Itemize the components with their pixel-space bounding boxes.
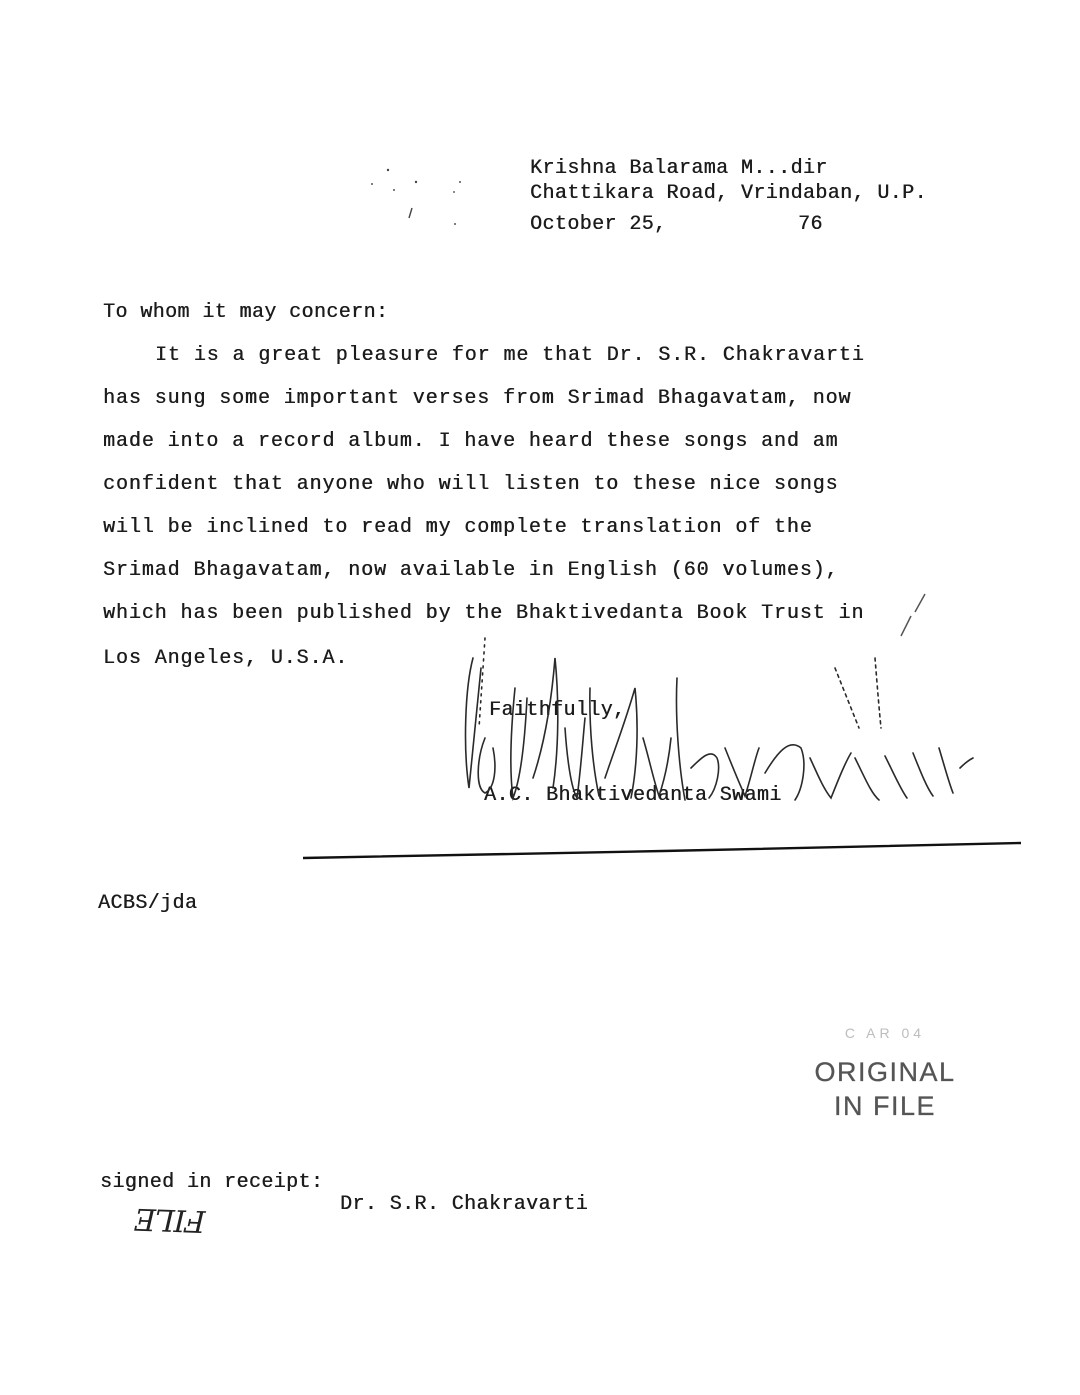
signature-underline	[303, 840, 1021, 864]
body-line: Srimad Bhagavatam, now available in English (60 volumes),	[103, 559, 839, 582]
body-line: It is a great pleasure for me that Dr. S.R. Chakravarti	[155, 344, 865, 367]
receipt-label: signed in receipt:	[100, 1171, 324, 1194]
letterhead-address-line-1: Krishna Balarama M...dir	[530, 157, 828, 180]
body-line: will be inclined to read my complete translation of the	[103, 516, 813, 539]
scan-specks	[360, 160, 480, 240]
stamp-line-1: ORIGINAL	[814, 1057, 956, 1087]
stamp-faint-line: C AR 04	[844, 1025, 926, 1041]
handwritten-file-mark: FILE	[134, 1200, 207, 1239]
reference-initials: ACBS/jda	[98, 892, 198, 915]
body-line: which has been published by the Bhaktivedanta Book Trust in	[103, 602, 865, 625]
original-in-file-stamp	[810, 1025, 960, 1123]
body-line: has sung some important verses from Srimad Bhagavatam, now	[103, 387, 852, 410]
letter-date: October 25,	[530, 213, 667, 236]
body-line: confident that anyone who will listen to these nice songs	[103, 473, 839, 496]
scan-edge-mark	[895, 590, 935, 640]
receipt-signer-name: Dr. S.R. Chakravarti	[340, 1193, 589, 1216]
closing: Faithfully,	[489, 699, 626, 722]
body-line: Los Angeles, U.S.A.	[103, 647, 349, 670]
body-line: made into a record album. I have heard these songs and am	[103, 430, 839, 453]
letter-year: 76	[798, 213, 823, 236]
salutation: To whom it may concern:	[103, 301, 389, 324]
signer-name: A.C. Bhaktivedanta Swami	[484, 784, 782, 807]
letterhead-address-line-2: Chattikara Road, Vrindaban, U.P.	[530, 182, 927, 205]
stamp-line-2: IN FILE	[833, 1091, 937, 1121]
